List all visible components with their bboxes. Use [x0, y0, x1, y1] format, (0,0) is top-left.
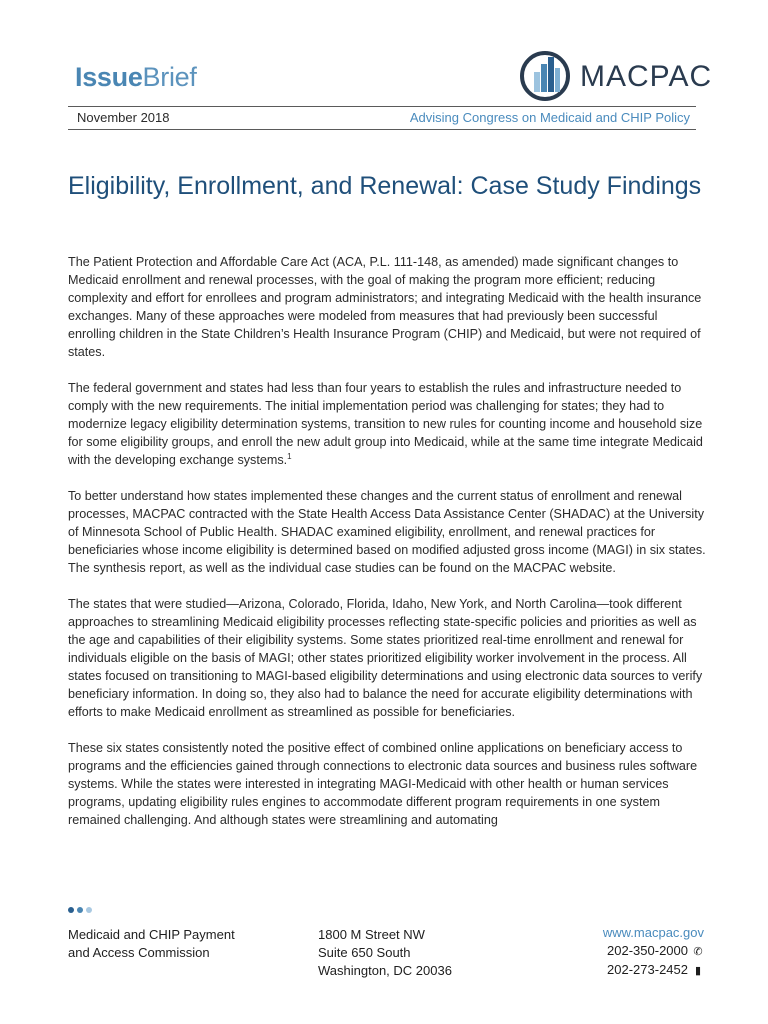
phone-number: 202-350-2000	[607, 943, 688, 958]
macpac-logo-text: MACPAC	[580, 60, 713, 93]
paragraph-2	[68, 379, 708, 469]
website-link[interactable]: www.macpac.gov	[602, 925, 704, 940]
footer-organization	[68, 926, 235, 962]
fax-icon: ▮	[694, 965, 702, 977]
phone-icon: ✆	[693, 946, 703, 958]
phone-row	[603, 942, 704, 961]
paragraph-3: To better understand how states implemented these changes and the current status of enrollment and renewal processes, MACPAC contracted with the State Health Access Data Assistance Center (SHADAC) at the University of Minnesota School of Public Health. SHADAC examined eligibility, enrollment, and renewal practices for beneficiaries whose income eligibility is determined based on modified adjusted gross income (MAGI) in six states. The synthesis report, as well as the individual case studies can be found on the MACPAC website.	[68, 489, 706, 575]
header-rule-bottom	[68, 129, 696, 130]
page-title: Eligibility, Enrollment, and Renewal: Case Study Findings	[68, 172, 702, 200]
paragraph-4: The states that were studied—Arizona, Colorado, Florida, Idaho, New York, and North Carolina—took different approaches to streamlining Medicaid eligibility processes reflecting state-specific policies and priorities as well as the age and capabilities of their eligibility systems. Some states prioritized real-time enrollment and renewal for individuals eligible on the basis of MAGI; other states prioritized eligibility worker involvement in the process. All states focused on transitioning to MAGI-based eligibility determinations and using electronic data sources to verify beneficiary information. In doing so, they also had to balance the need for accurate eligibility determinations with efforts to make Medicaid enrollment as streamlined as possible for beneficiaries.	[68, 597, 703, 719]
brand-bold: Issue	[75, 62, 143, 92]
brand-light: Brief	[142, 62, 197, 92]
address-line-3: Washington, DC 20036	[318, 963, 452, 978]
issue-date: November 2018	[77, 110, 170, 125]
footer-dots-icon	[68, 907, 92, 913]
header-rule-top	[68, 106, 696, 107]
footer-contact	[603, 924, 704, 980]
fax-number: 202-273-2452	[607, 962, 688, 977]
org-line-2: and Access Commission	[68, 945, 210, 960]
fax-row	[603, 961, 704, 980]
article-body	[68, 253, 708, 847]
paragraph-5: These six states consistently noted the positive effect of combined online applications on beneficiary access to programs and the efficiencies gained through connections to electronic data sources and business rules software systems. While the states were interested in integrating MAGI-Medicaid with other health or human services programs, updating eligibility rules engines to accommodate different program requirements in one system remained challenging. And although states were streamlining and automating	[68, 741, 698, 827]
paragraph-2-text: The federal government and states had less than four years to establish the rules and infrastructure needed to comply with the new requirements. The initial implementation period was challenging for states; they had to modernize legacy eligibility determination systems, transition to new rules for counting income and household size for some eligibility groups, and enroll the new adult group into Medicaid, while at the same time integrate Medicaid with the developing exchange systems.	[68, 381, 703, 467]
footer-address	[318, 926, 452, 980]
tagline: Advising Congress on Medicaid and CHIP Policy	[409, 110, 690, 125]
paragraph-1: The Patient Protection and Affordable Care Act (ACA, P.L. 111-148, as amended) made significant changes to Medicaid enrollment and renewal processes, with the goal of making the program more efficient; reducing complexity and effort for enrollees and program administrators; and integrating Medicaid with the health insurance exchanges. Many of these approaches were modeled from measures that had previously been successful enrolling children in the State Children’s Health Insurance Program (CHIP) and Medicaid, but were not required of states.	[68, 255, 702, 359]
issue-brief-wordmark	[75, 62, 197, 93]
address-line-2: Suite 650 South	[318, 945, 411, 960]
org-line-1: Medicaid and CHIP Payment	[68, 927, 235, 942]
footnote-ref[interactable]: 1	[287, 451, 292, 461]
address-line-1: 1800 M Street NW	[318, 927, 425, 942]
